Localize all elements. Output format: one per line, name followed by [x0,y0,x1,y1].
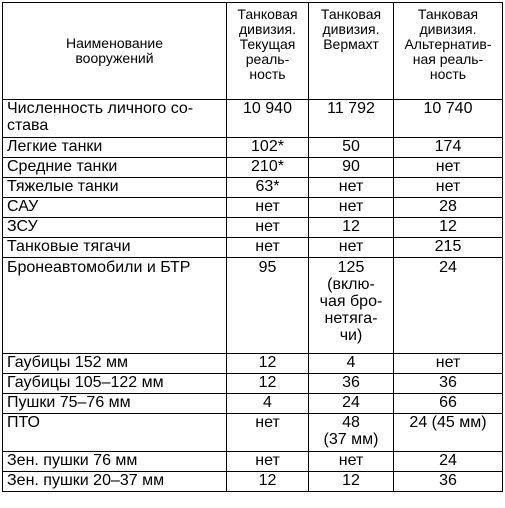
table-row [3,238,503,258]
cell-current: 12 [227,374,309,394]
cell-alternative: 174 [394,138,503,158]
cell-alternative: 12 [394,218,503,238]
cell-current: 210* [227,158,309,178]
cell-wehrmacht: нет [309,198,394,218]
cell-current: 102* [227,138,309,158]
table-row [3,414,503,452]
cell-wehrmacht: 11 792 [309,100,394,138]
cell-current: 63* [227,178,309,198]
header-current-reality: Танковая дивизия. Текущая реаль- ность [227,3,309,100]
cell-alternative: 24 [394,258,503,354]
cell-wehrmacht: 24 [309,394,394,414]
cell-wehrmacht: 12 [309,218,394,238]
table-row [3,452,503,472]
cell-alternative: 215 [394,238,503,258]
table-row [3,158,503,178]
cell-alternative: 10 740 [394,100,503,138]
cell-current: 12 [227,354,309,374]
cell-wehrmacht: 12 [309,472,394,492]
row-label: Тяжелые танки [3,178,227,198]
cell-wehrmacht: 125 (вклю- чая бро- нетяга- чи) [309,258,394,354]
cell-current: нет [227,414,309,452]
armament-comparison-table [2,2,503,492]
cell-alternative: нет [394,178,503,198]
table-row [3,472,503,492]
cell-wehrmacht: 36 [309,374,394,394]
cell-current: 95 [227,258,309,354]
cell-current: нет [227,218,309,238]
row-label: Танковые тягачи [3,238,227,258]
cell-wehrmacht: 90 [309,158,394,178]
cell-current: нет [227,198,309,218]
cell-alternative: 66 [394,394,503,414]
row-label: ЗСУ [3,218,227,238]
table-row [3,100,503,138]
row-label: Зен. пушки 76 мм [3,452,227,472]
table-row [3,198,503,218]
row-label: Легкие танки [3,138,227,158]
cell-alternative: нет [394,158,503,178]
row-label: ПТО [3,414,227,452]
cell-current: 10 940 [227,100,309,138]
cell-wehrmacht: нет [309,238,394,258]
cell-current: 12 [227,472,309,492]
cell-wehrmacht: 4 [309,354,394,374]
cell-current: нет [227,452,309,472]
table-row [3,178,503,198]
table-row [3,374,503,394]
row-label: Численность личного со- става [3,100,227,138]
header-alternative-reality: Танковая дивизия. Альтернатив- ная реаль- ность [394,3,503,100]
table-row [3,258,503,354]
table-header-row [3,3,503,100]
row-label: Бронеавтомобили и БТР [3,258,227,354]
cell-alternative: 24 [394,452,503,472]
row-label: САУ [3,198,227,218]
table-row [3,218,503,238]
cell-current: 4 [227,394,309,414]
cell-wehrmacht: 48 (37 мм) [309,414,394,452]
cell-alternative: 28 [394,198,503,218]
table-row [3,138,503,158]
cell-alternative: нет [394,354,503,374]
row-label: Средние танки [3,158,227,178]
row-label: Гаубицы 105–122 мм [3,374,227,394]
table-row [3,394,503,414]
cell-wehrmacht: нет [309,178,394,198]
cell-alternative: 24 (45 мм) [394,414,503,452]
cell-current: нет [227,238,309,258]
cell-alternative: 36 [394,472,503,492]
row-label: Зен. пушки 20–37 мм [3,472,227,492]
cell-wehrmacht: нет [309,452,394,472]
cell-wehrmacht: 50 [309,138,394,158]
header-armament-name: Наименование вооружений [3,3,227,100]
header-wehrmacht: Танковая дивизия. Вермахт [309,3,394,100]
row-label: Пушки 75–76 мм [3,394,227,414]
cell-alternative: 36 [394,374,503,394]
table-row [3,354,503,374]
table-body [3,100,503,492]
row-label: Гаубицы 152 мм [3,354,227,374]
